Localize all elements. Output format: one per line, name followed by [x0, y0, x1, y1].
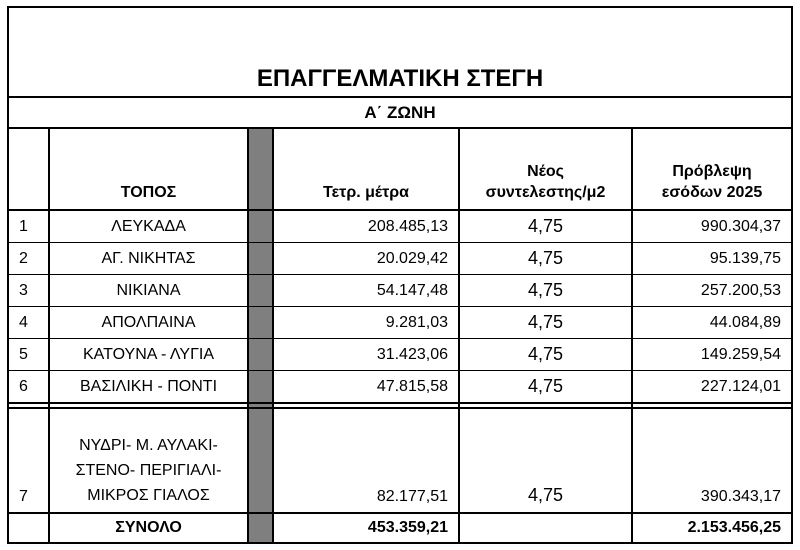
header-place: ΤΟΠΟΣ — [120, 184, 177, 201]
row7-place — [50, 409, 247, 512]
header-forecast-line1: Πρόβλεψη — [672, 163, 752, 180]
col-line-place — [247, 127, 249, 544]
header-coefficient — [460, 129, 631, 209]
header-coefficient-line2: συντελεστης/μ2 — [485, 184, 606, 201]
row-line — [7, 402, 793, 404]
row-area: 9.281,03 — [385, 313, 448, 331]
row7-forecast: 390.343,17 — [700, 488, 781, 505]
row7-number: 7 — [19, 488, 28, 505]
row-area: 47.815,58 — [376, 377, 448, 395]
row-coefficient: 4,75 — [527, 280, 564, 300]
row-coefficient: 4,75 — [527, 312, 564, 332]
row-place: ΑΠΟΛΠΑΙΝΑ — [101, 313, 196, 331]
row-place: ΝΙΚΙΑΝΑ — [116, 281, 181, 299]
header-coefficient-line1: Νέος — [527, 163, 564, 180]
header-forecast — [633, 129, 791, 209]
row-area: 208.485,13 — [367, 217, 448, 235]
gray-separator-column — [247, 129, 272, 544]
row-forecast: 257.200,53 — [700, 281, 781, 299]
row-number: 1 — [19, 217, 28, 235]
table-border-bottom — [7, 542, 793, 544]
row7-area: 82.177,51 — [376, 488, 448, 505]
row7-place-line3: ΜΙΚΡΟΣ ΓΙΑΛΟΣ — [87, 487, 210, 504]
row-number: 3 — [19, 281, 28, 299]
row7-coefficient: 4,75 — [527, 485, 564, 505]
row-coefficient: 4,75 — [527, 376, 564, 396]
row-place: ΛΕΥΚΑΔΑ — [111, 217, 186, 235]
total-label: ΣΥΝΟΛΟ — [115, 519, 182, 536]
header-area: Τετρ. μέτρα — [323, 184, 409, 201]
row-area: 54.147,48 — [376, 281, 448, 299]
row-number: 2 — [19, 249, 28, 267]
row-area: 20.029,42 — [376, 249, 448, 267]
row-area: 31.423,06 — [376, 345, 448, 363]
page-title: ΕΠΑΓΓΕΛΜΑΤΙΚΗ ΣΤΕΓΗ — [256, 65, 544, 92]
row-number: 6 — [19, 377, 28, 395]
row7-place-line1: ΝΥΔΡΙ- Μ. ΑΥΛΑΚΙ- — [79, 437, 218, 454]
spreadsheet-table — [7, 6, 793, 544]
row-forecast: 149.259,54 — [700, 345, 781, 363]
row-forecast: 44.084,89 — [709, 313, 781, 331]
row-place: ΒΑΣΙΛΙΚΗ - ΠΟΝΤΙ — [79, 377, 218, 395]
row-number: 4 — [19, 313, 28, 331]
zone-label: Α΄ ΖΩΝΗ — [364, 102, 436, 122]
header-forecast-line2: εσόδων 2025 — [661, 184, 763, 201]
row-coefficient: 4,75 — [527, 216, 564, 236]
row-forecast: 227.124,01 — [700, 377, 781, 395]
total-forecast: 2.153.456,25 — [687, 519, 781, 536]
row-forecast: 990.304,37 — [700, 217, 781, 235]
row-place: ΑΓ. ΝΙΚΗΤΑΣ — [101, 249, 196, 267]
row-forecast: 95.139,75 — [709, 249, 781, 267]
row-place: ΚΑΤΟΥΝΑ - ΛΥΓΙΑ — [82, 345, 215, 363]
row-coefficient: 4,75 — [527, 248, 564, 268]
row7-place-line2: ΣΤΕΝΟ- ΠΕΡΙΓΙΑΛΙ- — [75, 462, 222, 479]
total-area: 453.359,21 — [367, 519, 448, 536]
row-coefficient: 4,75 — [527, 344, 564, 364]
row-number: 5 — [19, 345, 28, 363]
